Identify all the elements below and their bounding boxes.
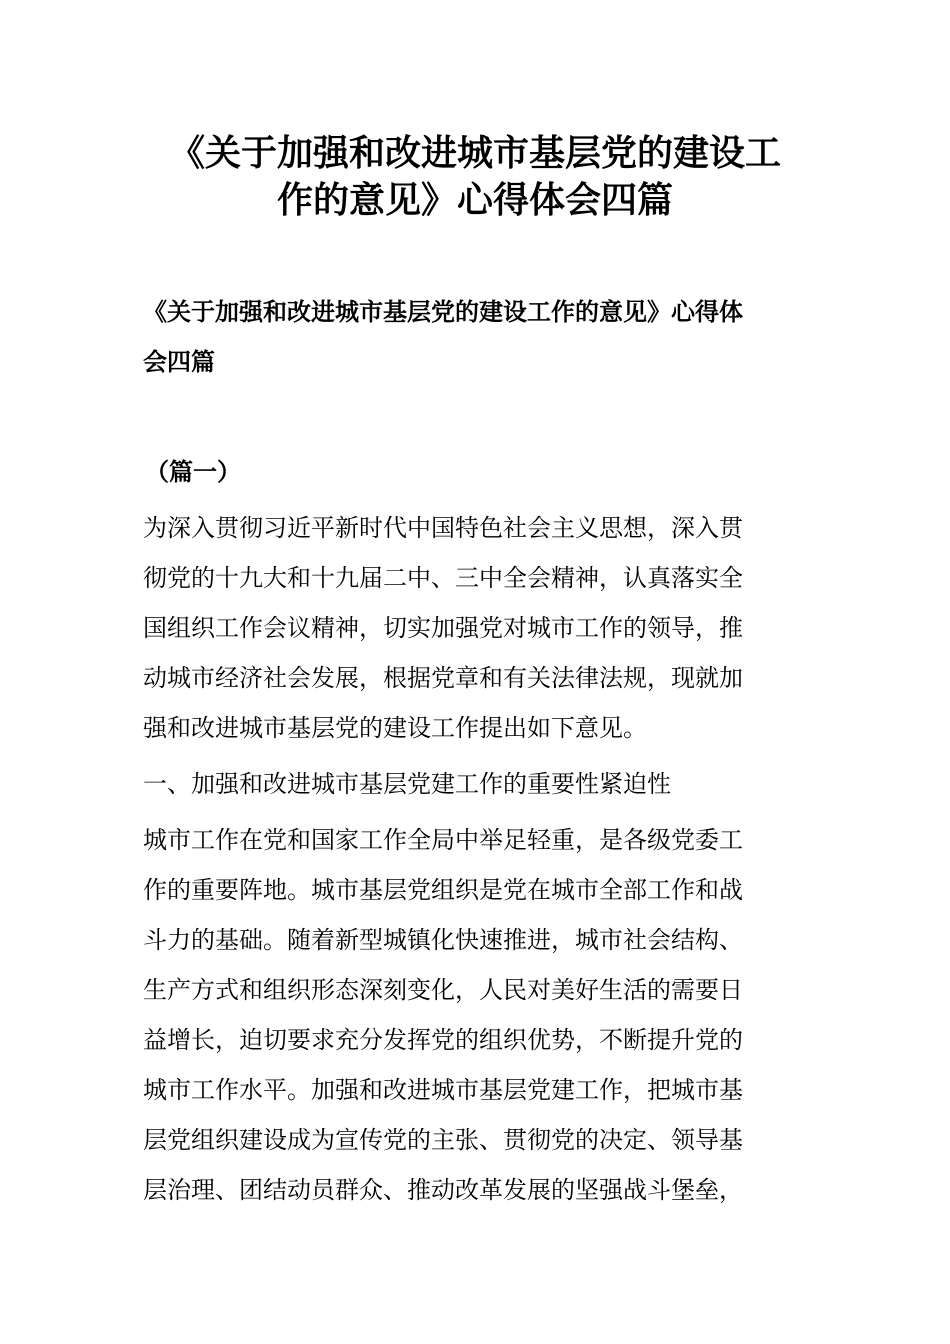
body-line: 强和改进城市基层党的建设工作提出如下意见。 xyxy=(143,714,647,742)
body-line: 国组织工作会议精神，切实加强党对城市工作的领导，推 xyxy=(143,614,743,642)
section-label: （篇一） xyxy=(145,458,241,486)
document-title-line-1: 《关于加强和改进城市基层党的建设工 xyxy=(168,133,781,174)
body-line: 作的重要阵地。城市基层党组织是党在城市全部工作和战 xyxy=(143,876,743,904)
body-line: 层治理、团结动员群众、推动改革发展的坚强战斗堡垒， xyxy=(143,1176,743,1204)
document-subtitle-line-1: 《关于加强和改进城市基层党的建设工作的意见》心得体 xyxy=(143,298,743,326)
section-heading-line: 一、加强和改进城市基层党建工作的重要性紧迫性 xyxy=(143,770,671,798)
body-line: 斗力的基础。随着新型城镇化快速推进，城市社会结构、 xyxy=(143,926,743,954)
body-line: 为深入贯彻习近平新时代中国特色社会主义思想，深入贯 xyxy=(143,514,743,542)
body-line: 城市工作水平。加强和改进城市基层党建工作，把城市基 xyxy=(143,1076,743,1104)
body-line: 城市工作在党和国家工作全局中举足轻重，是各级党委工 xyxy=(143,826,743,854)
body-line: 彻党的十九大和十九届二中、三中全会精神，认真落实全 xyxy=(143,564,743,592)
body-line: 动城市经济社会发展，根据党章和有关法律法规，现就加 xyxy=(143,664,743,692)
body-line: 生产方式和组织形态深刻变化，人民对美好生活的需要日 xyxy=(143,976,743,1004)
body-line: 益增长，迫切要求充分发挥党的组织优势，不断提升党的 xyxy=(143,1026,743,1054)
document-subtitle-line-2: 会四篇 xyxy=(143,348,215,376)
body-line: 层党组织建设成为宣传党的主张、贯彻党的决定、领导基 xyxy=(143,1126,743,1154)
document-title-line-2: 作的意见》心得体会四篇 xyxy=(276,180,673,221)
